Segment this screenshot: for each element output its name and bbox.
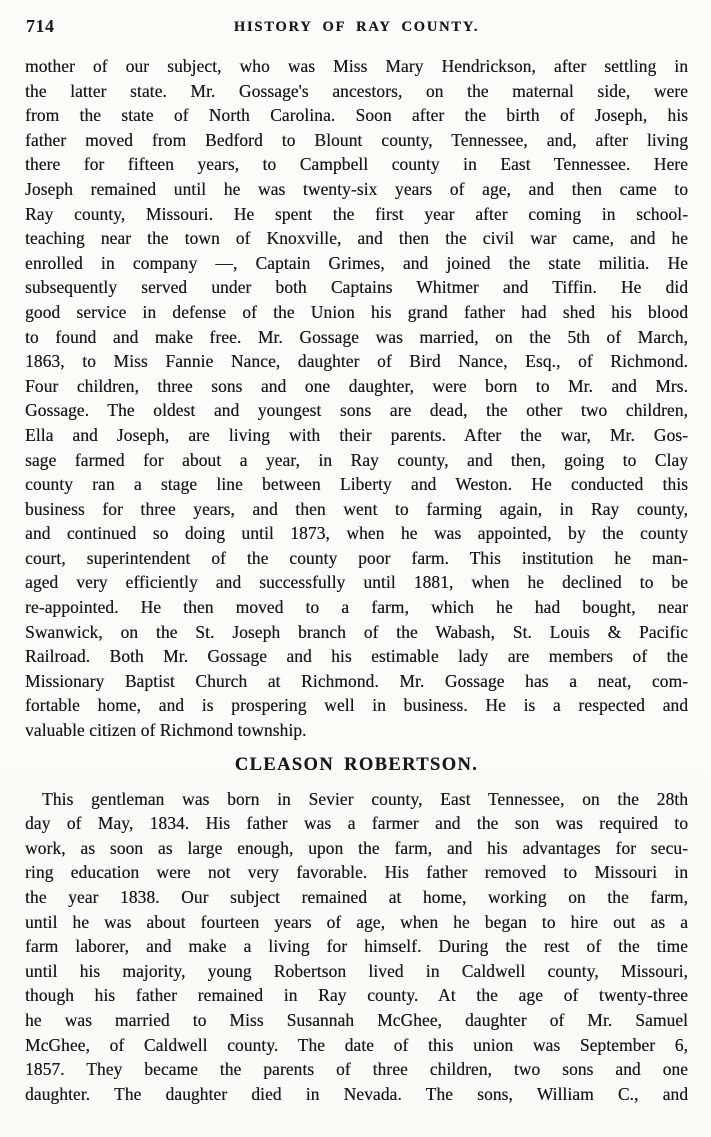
- text-line: teaching near the town of Knoxville, and then the civil war came, and he: [25, 228, 688, 249]
- text-line: Ray county, Missouri. He spent the first year after coming in school-: [25, 203, 688, 224]
- text-line: from the state of North Carolina. Soon after the birth of Joseph, his: [25, 105, 688, 126]
- text-line: Four children, three sons and one daughter, were born to Mr. and Mrs.: [25, 375, 688, 396]
- text-line: re-appointed. He then moved to a farm, which he had bought, near: [25, 597, 688, 618]
- text-line: farm laborer, and make a living for himself. During the rest of the time: [25, 936, 688, 957]
- text-line: business for three years, and then went to farming again, in Ray county,: [25, 498, 688, 519]
- text-line: there for fifteen years, to Campbell county in East Tennessee. Here: [25, 154, 688, 175]
- text-line: subsequently served under both Captains Whitmer and Tiffin. He did: [25, 277, 688, 298]
- text-line: county ran a stage line between Liberty and Weston. He conducted this: [25, 474, 688, 495]
- text-line: work, as soon as large enough, upon the farm, and his advantages for secu-: [25, 837, 688, 858]
- page-number: 714: [26, 16, 55, 36]
- text-line: valuable citizen of Richmond township.: [25, 720, 307, 741]
- text-line: aged very efficiently and successfully until 1881, when he declined to be: [25, 572, 688, 593]
- page-header: [25, 15, 688, 41]
- text-line: Ella and Joseph, are living with their parents. After the war, Mr. Gos-: [25, 424, 688, 445]
- text-line: fortable home, and is prospering well in business. He is a respected and: [25, 695, 688, 716]
- text-line: the year 1838. Our subject remained at home, working on the farm,: [25, 887, 688, 907]
- text-line: Joseph remained until he was twenty-six years of age, and then came to: [25, 178, 688, 199]
- text-line: McGhee, of Caldwell county. The date of this union was September 6,: [25, 1034, 688, 1055]
- text-line: Missionary Baptist Church at Richmond. Mr. Gossage has a neat, com-: [25, 670, 688, 691]
- text-line: ring education were not very favorable. His father removed to Missouri in: [25, 862, 688, 883]
- text-line: father moved from Bedford to Blount county, Tennessee, and, after living: [25, 129, 688, 150]
- text-line: court, superintendent of the county poor farm. This institution he man-: [25, 547, 688, 568]
- text-line: day of May, 1834. His father was a farmer and the son was required to: [25, 813, 688, 834]
- text-line: daughter. The daughter died in Nevada. The sons, William C., and: [25, 1083, 688, 1104]
- text-line: 1863, to Miss Fannie Nance, daughter of Bird Nance, Esq., of Richmond.: [25, 351, 688, 372]
- text-line: he was married to Miss Susannah McGhee, daughter of Mr. Samuel: [25, 1009, 688, 1030]
- section-heading: CLEASON ROBERTSON.: [234, 754, 479, 775]
- text-line: the latter state. Mr. Gossage's ancestors, on the maternal side, were: [25, 80, 688, 101]
- page-content: [25, 54, 688, 1106]
- paragraph: [25, 787, 688, 1107]
- text-line: Railroad. Both Mr. Gossage and his estimable lady are members of the: [25, 646, 688, 667]
- text-line: 1857. They became the parents of three children, two sons and one: [25, 1059, 688, 1080]
- running-title: HISTORY OF RAY COUNTY.: [233, 19, 480, 35]
- text-line: This gentleman was born in Sevier county, East Tennessee, on the 28th: [42, 788, 688, 809]
- text-line: to found and make free. Mr. Gossage was married, on the 5th of March,: [25, 326, 688, 347]
- text-line: Swanwick, on the St. Joseph branch of the Wabash, St. Louis & Pacific: [25, 621, 688, 642]
- text-line: good service in defense of the Union his grand father had shed his blood: [25, 301, 688, 322]
- text-line: until he was about fourteen years of age, when he began to hire out as a: [25, 911, 688, 932]
- text-line: sage farmed for about a year, in Ray county, and then, going to Clay: [25, 449, 688, 470]
- paragraph: [25, 54, 688, 743]
- text-line: mother of our subject, who was Miss Mary Hendrickson, after settling in: [25, 56, 688, 76]
- text-line: until his majority, young Robertson lived in Caldwell county, Missouri,: [25, 960, 688, 981]
- text-line: and continued so doing until 1873, when he was appointed, by the county: [25, 523, 688, 544]
- text-line: enrolled in company —, Captain Grimes, and joined the state militia. He: [25, 252, 688, 273]
- text-line: though his father remained in Ray county. At the age of twenty-three: [25, 985, 688, 1006]
- text-line: Gossage. The oldest and youngest sons are dead, the other two children,: [25, 400, 688, 421]
